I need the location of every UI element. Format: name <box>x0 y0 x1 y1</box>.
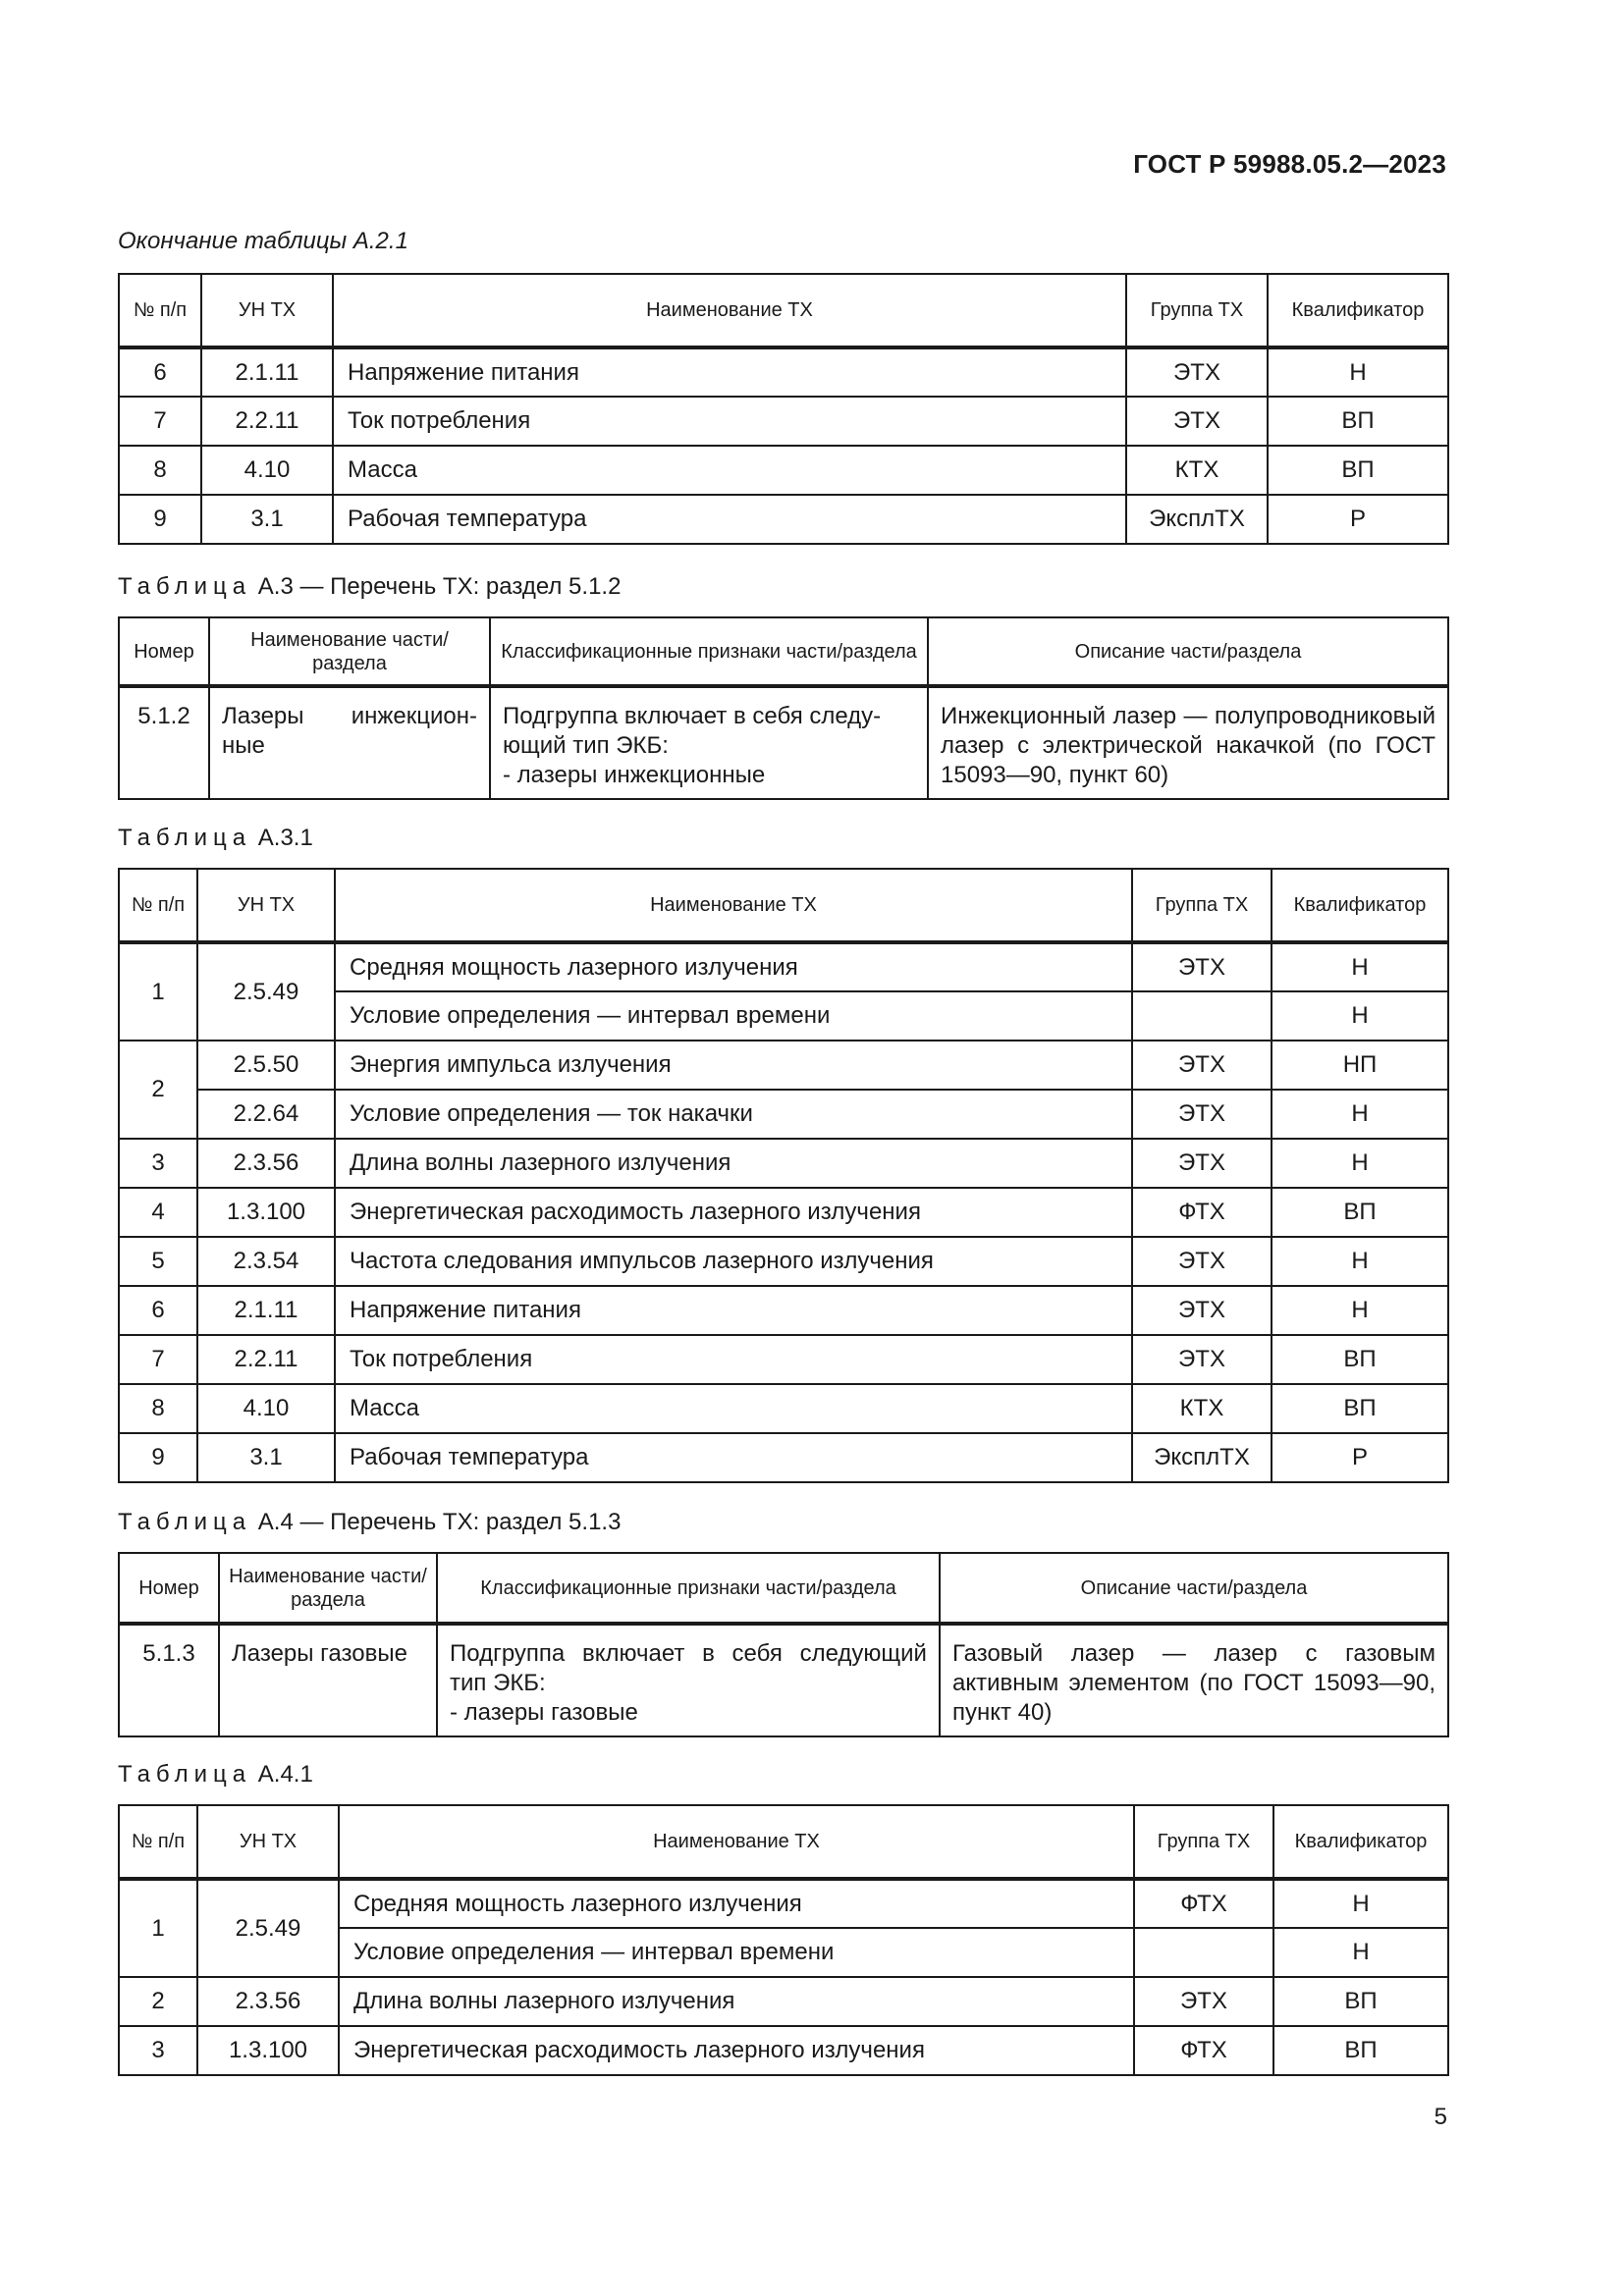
caption-text: А.4 — Перечень ТХ: раздел 5.1.3 <box>257 1509 622 1535</box>
cell-code: 3.1 <box>201 495 333 544</box>
cell-group: ЭТХ <box>1132 1139 1272 1188</box>
table-header-row <box>119 274 1448 347</box>
caption-word: Таблица <box>118 1509 252 1535</box>
caption-word: Таблица <box>118 825 252 851</box>
name-line-2: ные <box>222 732 265 759</box>
cell-qualifier: ВП <box>1272 1335 1448 1384</box>
cell-number: 6 <box>119 347 201 397</box>
table-row <box>119 1879 1448 1928</box>
cell-name: Условие определения — интервал времени <box>335 991 1132 1041</box>
cell-qualifier: Н <box>1273 1928 1448 1977</box>
cell-name: Масса <box>335 1384 1132 1433</box>
table-a4-caption <box>118 1509 621 1536</box>
cell-qualifier: ВП <box>1268 397 1448 446</box>
criteria-word: следующий <box>799 1640 927 1667</box>
cell-name: Условие определения — интервал времени <box>339 1928 1134 1977</box>
cell-name: Энергетическая расходимость лазерного излучения <box>339 2026 1134 2075</box>
col-header-number: Номер <box>119 1553 219 1624</box>
cell-group: ЭТХ <box>1132 942 1272 991</box>
col-header-group: Группа ТХ <box>1126 274 1268 347</box>
cell-group: ФТХ <box>1132 1188 1272 1237</box>
cell-criteria <box>437 1624 940 1736</box>
table-a21 <box>118 273 1449 545</box>
col-header-description: Описание части/раздела <box>940 1553 1448 1624</box>
cell-number: 1 <box>119 942 197 1041</box>
criteria-word: включает <box>581 1640 685 1667</box>
table-header-row <box>119 617 1448 686</box>
cell-qualifier: ВП <box>1273 2026 1448 2075</box>
criteria-line-1: Подгруппа включает в себя следу- <box>503 703 882 729</box>
cell-code: 2.5.50 <box>197 1041 335 1090</box>
col-header-description: Описание части/раздела <box>928 617 1448 686</box>
col-header-part-name: Наименование части/раздела <box>209 617 490 686</box>
cell-group: ФТХ <box>1134 2026 1273 2075</box>
cell-number: 2 <box>119 1977 197 2026</box>
criteria-word: себя <box>731 1640 783 1667</box>
cell-code: 4.10 <box>201 446 333 495</box>
table-a31 <box>118 868 1449 1483</box>
table-a41-caption <box>118 1761 313 1789</box>
cell-qualifier: ВП <box>1273 1977 1448 2026</box>
cell-qualifier: Н <box>1272 1237 1448 1286</box>
criteria-line-2: тип ЭКБ: <box>450 1670 546 1696</box>
table-row <box>119 1433 1448 1482</box>
table-row <box>119 446 1448 495</box>
cell-name: Рабочая температура <box>333 495 1126 544</box>
cell-number: 5 <box>119 1237 197 1286</box>
caption-word: Таблица <box>118 1761 252 1788</box>
col-header-qualifier: Квалификатор <box>1272 869 1448 942</box>
cell-name: Средняя мощность лазерного излучения <box>339 1879 1134 1928</box>
cell-qualifier: Н <box>1272 942 1448 991</box>
cell-group: ЭТХ <box>1132 1237 1272 1286</box>
col-header-number: № п/п <box>119 869 197 942</box>
cell-group: ЭксплТХ <box>1126 495 1268 544</box>
cell-qualifier: Н <box>1272 1286 1448 1335</box>
col-header-group: Группа ТХ <box>1132 869 1272 942</box>
cell-qualifier: Н <box>1272 1139 1448 1188</box>
cell-group: ЭТХ <box>1132 1335 1272 1384</box>
table-row <box>119 2026 1448 2075</box>
col-header-name: Наименование ТХ <box>335 869 1132 942</box>
cell-number: 8 <box>119 1384 197 1433</box>
cell-name: Условие определения — ток накачки <box>335 1090 1132 1139</box>
table-row <box>119 397 1448 446</box>
cell-name: Ток потребления <box>333 397 1126 446</box>
table-a3 <box>118 616 1449 800</box>
cell-name: Напряжение питания <box>335 1286 1132 1335</box>
table-row <box>119 1335 1448 1384</box>
caption-word: Таблица <box>118 573 252 600</box>
table-row <box>119 1139 1448 1188</box>
cell-number: 8 <box>119 446 201 495</box>
col-header-number: № п/п <box>119 274 201 347</box>
cell-name: Частота следования импульсов лазерного излучения <box>335 1237 1132 1286</box>
col-header-number: № п/п <box>119 1805 197 1879</box>
cell-description: Инжекционный лазер — полупроводниковый лазер с электрической накачкой (по ГОСТ 15093—90, пункт 60) <box>928 686 1448 799</box>
cell-group: ЭТХ <box>1132 1041 1272 1090</box>
cell-number: 3 <box>119 2026 197 2075</box>
cell-qualifier: Н <box>1268 347 1448 397</box>
table-row <box>119 1041 1448 1090</box>
name-word-1: Лазеры <box>222 703 304 729</box>
cell-group: ЭТХ <box>1132 1286 1272 1335</box>
cell-number: 4 <box>119 1188 197 1237</box>
cell-number: 5.1.2 <box>119 686 209 799</box>
cell-code: 2.2.11 <box>197 1335 335 1384</box>
cell-number: 7 <box>119 397 201 446</box>
col-header-qualifier: Квалификатор <box>1268 274 1448 347</box>
cell-qualifier: Н <box>1272 991 1448 1041</box>
cell-number: 6 <box>119 1286 197 1335</box>
cell-group <box>1134 1928 1273 1977</box>
table-a3-caption <box>118 573 621 601</box>
cell-number: 5.1.3 <box>119 1624 219 1736</box>
col-header-group: Группа ТХ <box>1134 1805 1273 1879</box>
cell-qualifier: Р <box>1272 1433 1448 1482</box>
table-a4 <box>118 1552 1449 1737</box>
caption-text: А.3 — Перечень ТХ: раздел 5.1.2 <box>257 573 622 600</box>
criteria-line-2: ющий тип ЭКБ: <box>503 732 669 759</box>
caption-text: А.3.1 <box>257 825 313 851</box>
cell-name: Энергетическая расходимость лазерного излучения <box>335 1188 1132 1237</box>
cell-group: ЭксплТХ <box>1132 1433 1272 1482</box>
cell-group: ЭТХ <box>1134 1977 1273 2026</box>
col-header-code: УН ТХ <box>201 274 333 347</box>
table-row <box>119 1286 1448 1335</box>
name-word-2: инжекцион- <box>351 703 477 729</box>
col-header-number: Номер <box>119 617 209 686</box>
name-line <box>222 702 477 731</box>
cell-code: 2.2.11 <box>201 397 333 446</box>
cell-code: 2.3.56 <box>197 1139 335 1188</box>
cell-code: 4.10 <box>197 1384 335 1433</box>
cell-code: 1.3.100 <box>197 2026 339 2075</box>
table-row <box>119 1237 1448 1286</box>
cell-code: 2.3.54 <box>197 1237 335 1286</box>
cell-code: 1.3.100 <box>197 1188 335 1237</box>
cell-name: Средняя мощность лазерного излучения <box>335 942 1132 991</box>
cell-name: Ток потребления <box>335 1335 1132 1384</box>
cell-qualifier: ВП <box>1268 446 1448 495</box>
cell-number: 7 <box>119 1335 197 1384</box>
cell-group: ЭТХ <box>1126 347 1268 397</box>
table-row <box>119 686 1448 799</box>
col-header-part-name: Наименование части/раздела <box>219 1553 437 1624</box>
cell-group: ЭТХ <box>1132 1090 1272 1139</box>
criteria-line-3: - лазеры газовые <box>450 1699 638 1726</box>
cell-code: 2.1.11 <box>197 1286 335 1335</box>
cell-group: КТХ <box>1126 446 1268 495</box>
cell-description: Газовый лазер — лазер с газовым активным элементом (по ГОСТ 15093—90, пункт 40) <box>940 1624 1448 1736</box>
cell-group <box>1132 991 1272 1041</box>
cell-part-name: Лазеры газовые <box>219 1624 437 1736</box>
criteria-line-1 <box>450 1639 927 1669</box>
table-header-row <box>119 1805 1448 1879</box>
col-header-name: Наименование ТХ <box>333 274 1126 347</box>
cell-name: Длина волны лазерного излучения <box>335 1139 1132 1188</box>
cell-code: 2.2.64 <box>197 1090 335 1139</box>
cell-code: 3.1 <box>197 1433 335 1482</box>
table-row <box>119 1624 1448 1736</box>
table-header-row <box>119 869 1448 942</box>
col-header-name: Наименование ТХ <box>339 1805 1134 1879</box>
cell-qualifier: Н <box>1273 1879 1448 1928</box>
table-row <box>119 1090 1448 1139</box>
caption-text: А.4.1 <box>257 1761 313 1788</box>
cell-name: Масса <box>333 446 1126 495</box>
col-header-criteria: Классификационные признаки части/раздела <box>490 617 928 686</box>
cell-number: 3 <box>119 1139 197 1188</box>
cell-part-name <box>209 686 490 799</box>
cell-number: 9 <box>119 1433 197 1482</box>
criteria-line-3: - лазеры инжекционные <box>503 762 766 788</box>
col-header-code: УН ТХ <box>197 869 335 942</box>
table-row <box>119 495 1448 544</box>
cell-code: 2.5.49 <box>197 1879 339 1977</box>
cell-name: Энергия импульса излучения <box>335 1041 1132 1090</box>
document-code: ГОСТ Р 59988.05.2—2023 <box>1133 149 1446 179</box>
cell-group: КТХ <box>1132 1384 1272 1433</box>
cell-number: 2 <box>119 1041 197 1139</box>
cell-code: 2.3.56 <box>197 1977 339 2026</box>
criteria-word: Подгруппа <box>450 1640 566 1667</box>
cell-name: Длина волны лазерного излучения <box>339 1977 1134 2026</box>
cell-code: 2.1.11 <box>201 347 333 397</box>
col-header-code: УН ТХ <box>197 1805 339 1879</box>
cell-name: Рабочая температура <box>335 1433 1132 1482</box>
cell-qualifier: ВП <box>1272 1384 1448 1433</box>
table-a31-caption <box>118 825 313 852</box>
cell-name: Напряжение питания <box>333 347 1126 397</box>
table-a21-caption: Окончание таблицы А.2.1 <box>118 228 408 254</box>
col-header-criteria: Классификационные признаки части/раздела <box>437 1553 940 1624</box>
cell-criteria <box>490 686 928 799</box>
cell-code: 2.5.49 <box>197 942 335 1041</box>
table-a41 <box>118 1804 1449 2076</box>
table-row <box>119 1188 1448 1237</box>
cell-number: 1 <box>119 1879 197 1977</box>
table-row <box>119 942 1448 991</box>
cell-number: 9 <box>119 495 201 544</box>
cell-qualifier: Р <box>1268 495 1448 544</box>
table-row <box>119 347 1448 397</box>
table-header-row <box>119 1553 1448 1624</box>
cell-group: ЭТХ <box>1126 397 1268 446</box>
table-row <box>119 1977 1448 2026</box>
table-row <box>119 1384 1448 1433</box>
cell-qualifier: Н <box>1272 1090 1448 1139</box>
criteria-word: в <box>702 1640 715 1667</box>
col-header-qualifier: Квалификатор <box>1273 1805 1448 1879</box>
cell-qualifier: ВП <box>1272 1188 1448 1237</box>
cell-group: ФТХ <box>1134 1879 1273 1928</box>
page-number: 5 <box>1434 2104 1447 2130</box>
cell-qualifier: НП <box>1272 1041 1448 1090</box>
